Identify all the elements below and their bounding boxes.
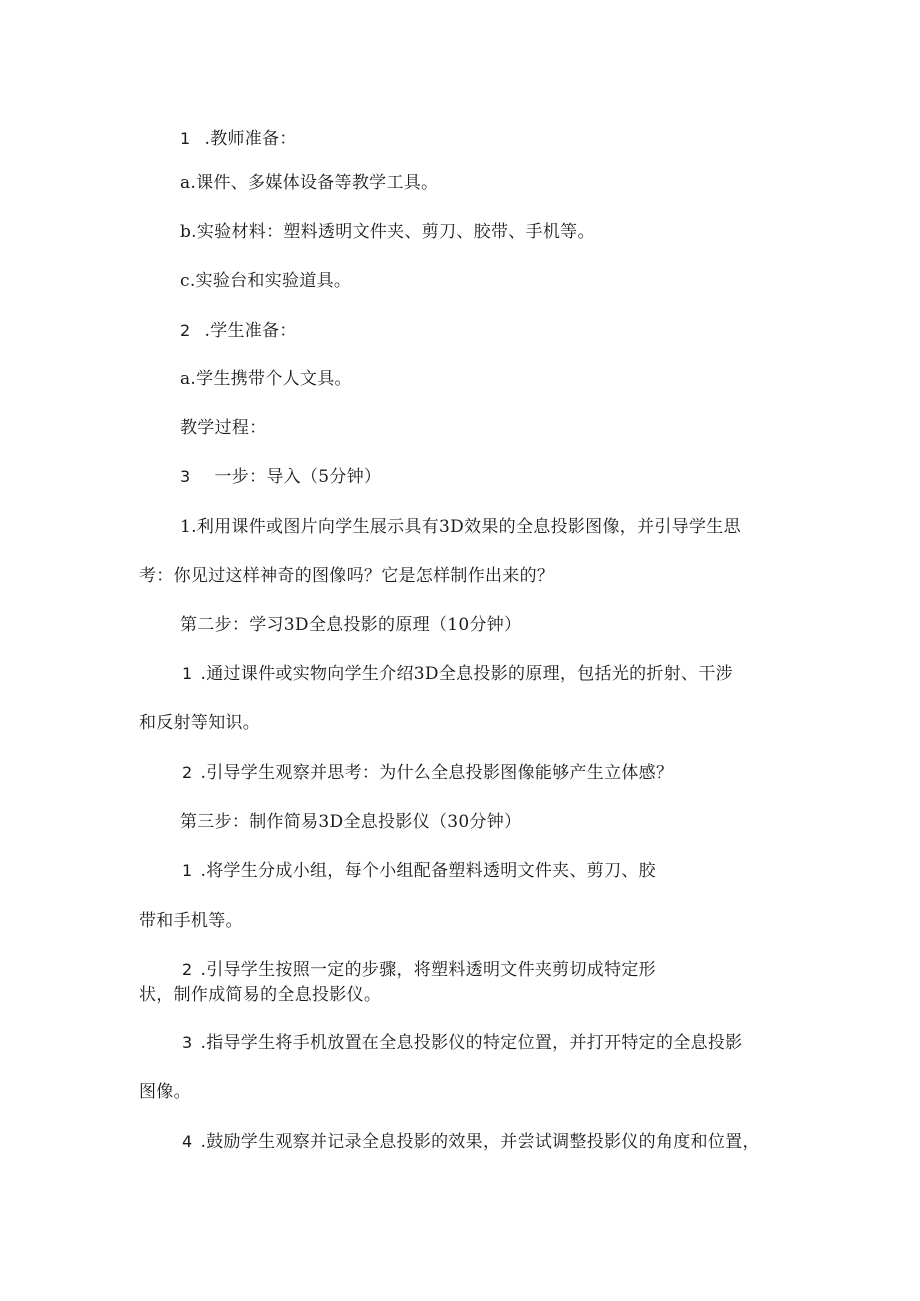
- line-text: a.课件、多媒体设备等教学工具。: [180, 173, 439, 193]
- paragraph-line: [139, 1081, 191, 1103]
- paragraph-line: [180, 172, 438, 194]
- list-number: 3: [182, 1033, 193, 1052]
- paragraph-line: [182, 1131, 760, 1153]
- list-number: 1: [182, 861, 193, 880]
- line-text: 教学过程：: [180, 418, 267, 438]
- step-heading: [180, 466, 381, 488]
- line-text: .鼓励学生观察并记录全息投影的效果，并尝试调整投影仪的角度和位置，: [200, 1132, 760, 1152]
- paragraph-line: [139, 565, 554, 587]
- step-heading: [180, 614, 521, 636]
- line-text: 第三步：制作简易3D全息投影仪（30分钟）: [180, 812, 522, 832]
- line-text: .引导学生观察并思考：为什么全息投影图像能够产生立体感？: [200, 763, 674, 783]
- line-text: .指导学生将手机放置在全息投影仪的特定位置，并打开特定的全息投影: [200, 1033, 743, 1053]
- paragraph-line: [182, 860, 656, 882]
- step-heading: [180, 811, 521, 833]
- list-number: 1: [182, 664, 193, 683]
- line-text: a.学生携带个人文具。: [180, 369, 352, 389]
- line-text: .将学生分成小组，每个小组配备塑料透明文件夹、剪刀、胶: [200, 861, 656, 881]
- line-text: 考：你见过这样神奇的图像吗？它是怎样制作出来的？: [139, 566, 555, 586]
- paragraph-line: [180, 221, 595, 243]
- list-number: 2: [182, 960, 193, 979]
- paragraph-line: [182, 663, 733, 685]
- paragraph-line: [180, 270, 351, 292]
- paragraph-line: [180, 516, 741, 538]
- paragraph-line: [139, 910, 243, 932]
- line-text: 图像。: [139, 1082, 191, 1102]
- line-text: .通过课件或实物向学生介绍3D全息投影的原理，包括光的折射、干涉: [200, 664, 733, 684]
- list-number: 1: [180, 129, 191, 148]
- paragraph-line: [180, 368, 352, 390]
- heading-student-prep: [180, 320, 297, 342]
- line-text: 一步：导入（5分钟）: [214, 467, 382, 487]
- line-text: 第二步：学习3D全息投影的原理（10分钟）: [180, 615, 522, 635]
- line-text: c.实验台和实验道具。: [180, 271, 352, 291]
- list-number: 3: [180, 467, 191, 486]
- paragraph-line: [139, 712, 260, 734]
- line-text: 带和手机等。: [139, 911, 243, 931]
- paragraph-line: [182, 762, 673, 784]
- line-text: .引导学生按照一定的步骤，将塑料透明文件夹剪切成特定形: [200, 960, 656, 980]
- list-number: 4: [182, 1132, 193, 1151]
- line-text: .学生准备：: [204, 321, 297, 341]
- line-text: 1.利用课件或图片向学生展示具有3D效果的全息投影图像，并引导学生思: [180, 517, 741, 537]
- paragraph-line: [182, 1032, 743, 1054]
- paragraph-line: [139, 984, 381, 1006]
- list-number: 2: [180, 321, 191, 340]
- heading-teacher-prep: [180, 128, 297, 150]
- paragraph-line: [182, 959, 656, 981]
- heading-teaching-process: [180, 417, 267, 439]
- list-number: 2: [182, 763, 193, 782]
- line-text: b.实验材料：塑料透明文件夹、剪刀、胶带、手机等。: [180, 222, 595, 242]
- line-text: 和反射等知识。: [139, 713, 261, 733]
- line-text: 状，制作成简易的全息投影仪。: [139, 985, 382, 1005]
- line-text: .教师准备：: [204, 129, 297, 149]
